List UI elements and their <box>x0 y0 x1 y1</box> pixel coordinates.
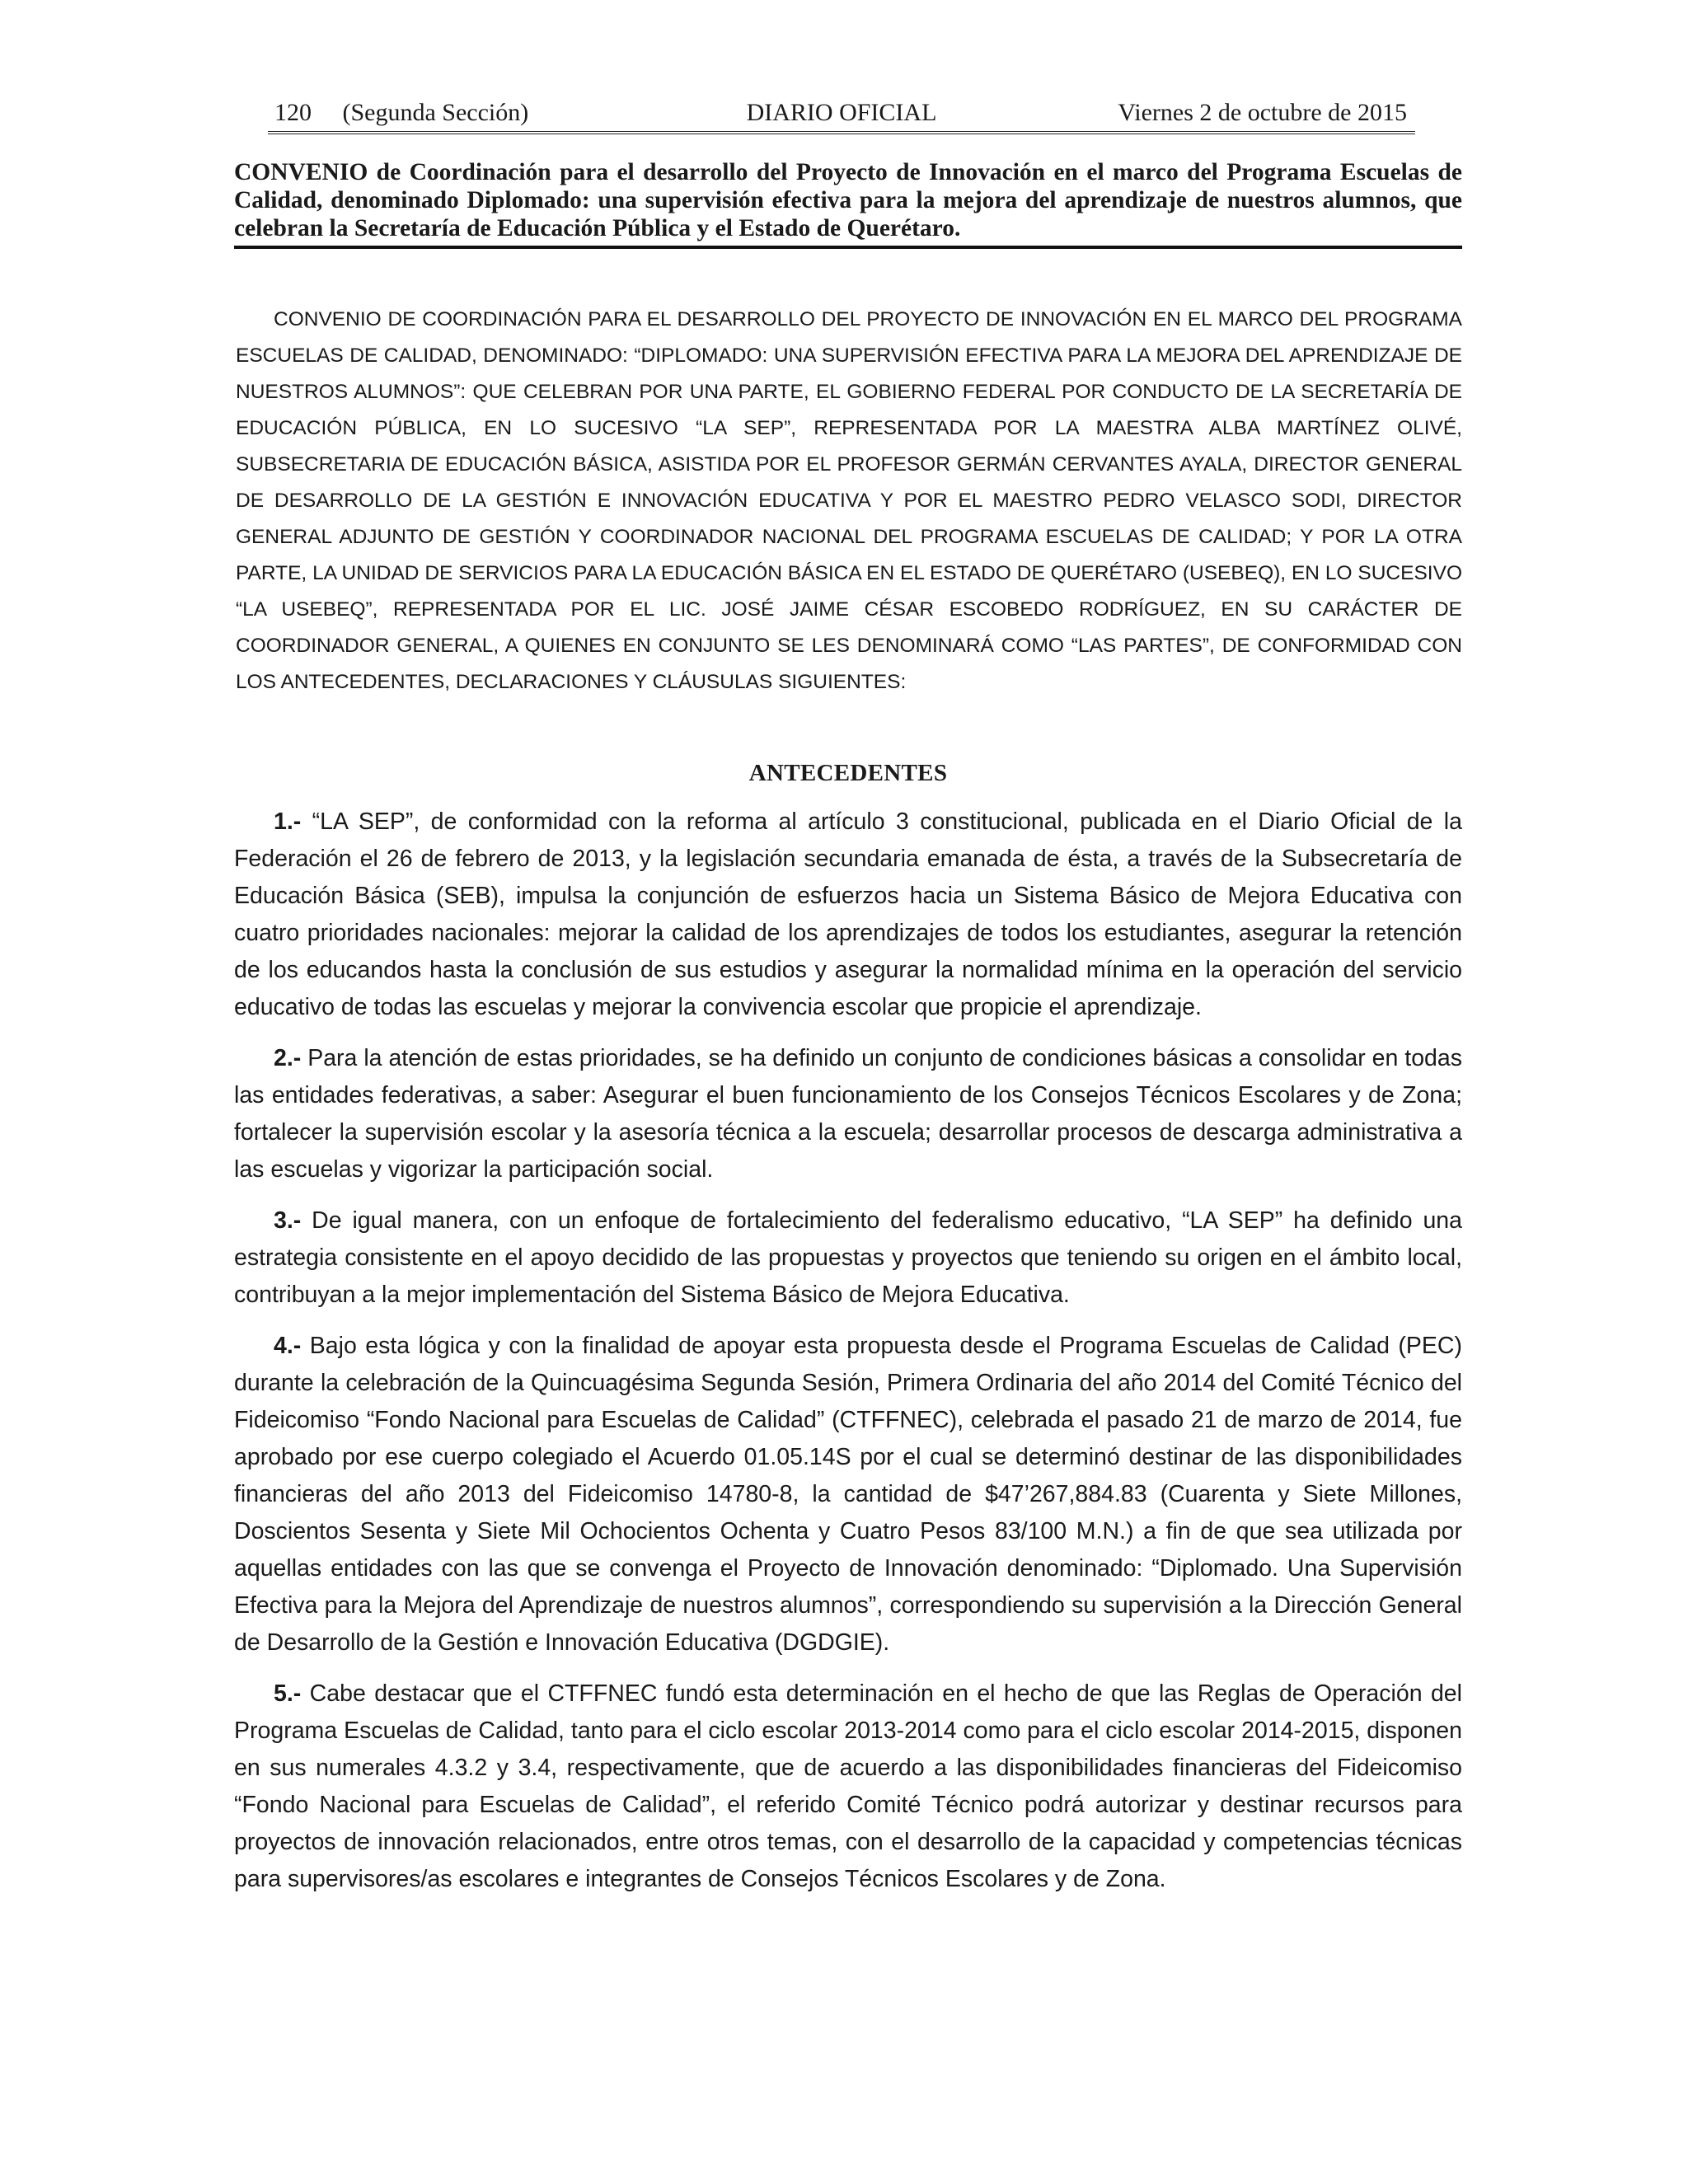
antecedente-paragraph-3 <box>234 1202 1462 1314</box>
antecedente-paragraph-1 <box>234 804 1462 1026</box>
paragraph-number: 1.- <box>274 808 302 835</box>
antecedente-paragraph-4 <box>234 1328 1462 1661</box>
section-label: (Segunda Sección) <box>342 99 529 126</box>
publication-name: DIARIO OFICIAL <box>746 99 937 126</box>
paragraph-number: 5.- <box>274 1680 302 1707</box>
publication-date: Viernes 2 de octubre de 2015 <box>1118 99 1407 126</box>
antecedente-paragraph-5 <box>234 1675 1462 1898</box>
paragraph-number: 2.- <box>274 1045 302 1071</box>
paragraph-text: Cabe destacar que el CTFFNEC fundó esta determinación en el hecho de que las Reglas de Operación del Programa Escuelas de Calidad, tanto para el ciclo escolar 2013-2014 como para el ciclo escolar 2014-2015, disponen en sus numerales 4.3.2 y 3.4, respectivamente, que de acuerdo a las disponibilidades financieras del Fideicomiso “Fondo Nacional para Escuelas de Calidad”, el referido Comité Técnico podrá autorizar y destinar recursos para proyectos de innovación relacionados, entre otros temas, con el desarrollo de la capacidad y competencias técnicas para supervisores/as escolares e integrantes de Consejos Técnicos Escolares y de Zona. <box>234 1680 1462 1892</box>
paragraph-number: 3.- <box>274 1207 302 1234</box>
antecedente-paragraph-2 <box>234 1040 1462 1188</box>
paragraph-number: 4.- <box>274 1333 302 1359</box>
page-number: 120 <box>274 99 312 126</box>
title-rule <box>234 246 1462 249</box>
antecedentes-body <box>234 804 1462 1912</box>
running-header <box>268 92 1415 134</box>
paragraph-text: De igual manera, con un enfoque de fortalecimiento del federalismo educativo, “LA SEP” ha definido una estrategia consistente en el apoyo decidido de las propuestas y proyectos que teniendo su origen en el ámbito local, contribuyan a la mejor implementación del Sistema Básico de Mejora Educativa. <box>234 1207 1462 1308</box>
section-heading: ANTECEDENTES <box>748 760 948 786</box>
paragraph-text: Bajo esta lógica y con la finalidad de apoyar esta propuesta desde el Programa Escuelas de Calidad (PEC) durante la celebración de la Quincuagésima Segunda Sesión, Primera Ordinaria del año 2014 del Comité Técnico del Fideicomiso “Fondo Nacional para Escuelas de Calidad” (CTFFNEC), celebrada el pasado 21 de marzo de 2014, fue aprobado por ese cuerpo colegiado el Acuerdo 01.05.14S por el cual se determinó destinar de las disponibilidades financieras del año 2013 del Fideicomiso 14780-8, la cantidad de $47’267,884.83 (Cuarenta y Siete Millones, Doscientos Sesenta y Siete Mil Ochocientos Ochenta y Cuatro Pesos 83/100 M.N.) a fin de que sea utilizada por aquellas entidades con las que se convenga el Proyecto de Innovación denominado: “Diplomado. Una Supervisión Efectiva para la Mejora del Aprendizaje de nuestros alumnos”, correspondiendo su supervisión a la Dirección General de Desarrollo de la Gestión e Innovación Educativa (DGDGIE). <box>234 1333 1462 1656</box>
paragraph-text: Para la atención de estas prioridades, se ha definido un conjunto de condiciones básicas a consolidar en todas las entidades federativas, a saber: Asegurar el buen funcionamiento de los Consejos Técnicos Escolares y de Zona; fortalecer la supervisión escolar y la asesoría técnica a la escuela; desarrollar procesos de descarga administrativa a las escuelas y vigorizar la participación social. <box>234 1045 1462 1183</box>
preamble-paragraph: CONVENIO DE COORDINACIÓN PARA EL DESARROLLO DEL PROYECTO DE INNOVACIÓN EN EL MARCO DEL PROGRAMA ESCUELAS DE CALIDAD, DENOMINADO: “DIPLOMADO: UNA SUPERVISIÓN EFECTIVA PARA LA MEJORA DEL APRENDIZAJE DE NUESTROS ALUMNOS”: QUE CELEBRAN POR UNA PARTE, EL GOBIERNO FEDERAL POR CONDUCTO DE LA SECRETARÍA DE EDUCACIÓN PÚBLICA, EN LO SUCESIVO “LA SEP”, REPRESENTADA POR LA MAESTRA ALBA MARTÍNEZ OLIVÉ, SUBSECRETARIA DE EDUCACIÓN BÁSICA, ASISTIDA POR EL PROFESOR GERMÁN CERVANTES AYALA, DIRECTOR GENERAL DE DESARROLLO DE LA GESTIÓN E INNOVACIÓN EDUCATIVA Y POR EL MAESTRO PEDRO VELASCO SODI, DIRECTOR GENERAL ADJUNTO DE GESTIÓN Y COORDINADOR NACIONAL DEL PROGRAMA ESCUELAS DE CALIDAD; Y POR LA OTRA PARTE, LA UNIDAD DE SERVICIOS PARA LA EDUCACIÓN BÁSICA EN EL ESTADO DE QUERÉTARO (USEBEQ), EN LO SUCESIVO “LA USEBEQ”, REPRESENTADA POR EL LIC. JOSÉ JAIME CÉSAR ESCOBEDO RODRÍGUEZ, EN SU CARÁCTER DE COORDINADOR GENERAL, A QUIENES EN CONJUNTO SE LES DENOMINARÁ COMO “LAS PARTES”, DE CONFORMIDAD CON LOS ANTECEDENTES, DECLARACIONES Y CLÁUSULAS SIGUIENTES: <box>236 308 1462 693</box>
document-title: CONVENIO de Coordinación para el desarrollo del Proyecto de Innovación en el marco del Programa Escuelas de Calidad, denominado Diplomado: una supervisión efectiva para la mejora del aprendizaje de nuestros alumnos, que celebran la Secretaría de Educación Pública y el Estado de Querétaro. <box>234 159 1462 241</box>
paragraph-text: “LA SEP”, de conformidad con la reforma al artículo 3 constitucional, publicada en el Diario Oficial de la Federación el 26 de febrero de 2013, y la legislación secundaria emanada de ésta, a través de la Subsecretaría de Educación Básica (SEB), impulsa la conjunción de esfuerzos hacia un Sistema Básico de Mejora Educativa con cuatro prioridades nacionales: mejorar la calidad de los aprendizajes de todos los estudiantes, asegurar la retención de los educandos hasta la conclusión de sus estudios y asegurar la normalidad mínima en la operación del servicio educativo de todas las escuelas y mejorar la convivencia escolar que propicie el aprendizaje. <box>234 808 1462 1020</box>
header-double-rule <box>268 131 1415 134</box>
